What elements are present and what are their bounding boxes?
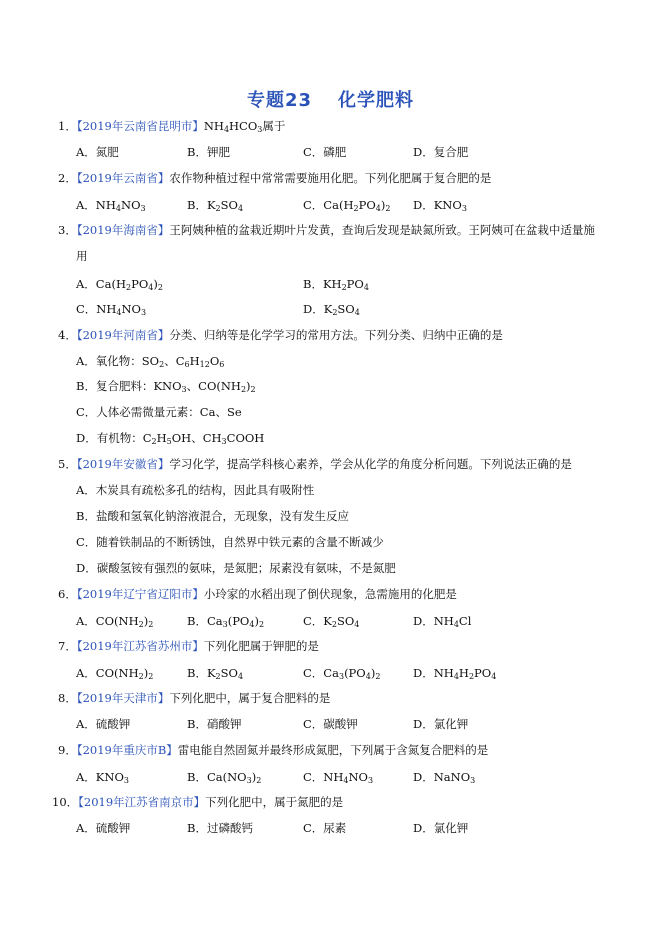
question-1 bbox=[58, 118, 285, 134]
question-stem: 下列化肥中，属于复合肥料的是 bbox=[169, 691, 331, 705]
question-stem: 雷电能自然固氮并最终形成氮肥，下列属于含氮复合肥料的是 bbox=[177, 743, 489, 757]
question-number: 6． bbox=[58, 587, 77, 601]
question-5 bbox=[58, 456, 572, 472]
option-B: B．$Ca_3(PO_4)_2$ bbox=[187, 614, 265, 629]
question-2 bbox=[58, 170, 491, 186]
option-A: A．氮肥 bbox=[76, 145, 119, 159]
page-title bbox=[0, 86, 661, 112]
question-4 bbox=[58, 327, 503, 343]
option-A: A．氧化物：$SO_2$、$C_6H_{12}O_6$ bbox=[76, 354, 225, 369]
question-stem-continued: 用 bbox=[76, 249, 88, 263]
question-number: 2． bbox=[58, 171, 77, 185]
option-B: B．$K_2SO_4$ bbox=[187, 666, 244, 681]
question-source: 【2019年江苏省苏州市】 bbox=[76, 639, 204, 653]
option-C: C．$NH_4NO_3$ bbox=[76, 302, 147, 317]
question-number: 10． bbox=[52, 795, 79, 809]
question-stem: 学习化学，提高学科核心素养，学会从化学的角度分析问题。下列说法正确的是 bbox=[169, 457, 572, 471]
question-stem: 小玲家的水稻出现了倒伏现象，急需施用的化肥是 bbox=[203, 587, 457, 601]
option-B: B．复合肥料：$KNO_3$、$CO(NH_2)_2$ bbox=[76, 379, 256, 394]
question-stem: 王阿姨种植的盆栽近期叶片发黄，查询后发现是缺氮所致。王阿姨可在盆栽中适量施 bbox=[169, 223, 595, 237]
option-C: C．$NH_4NO_3$ bbox=[303, 770, 374, 785]
option-C: C．尿素 bbox=[303, 821, 347, 835]
question-source: 【2019年安徽省】 bbox=[76, 457, 170, 471]
option-B: B．$K_2SO_4$ bbox=[187, 198, 244, 213]
question-10 bbox=[52, 794, 343, 810]
option-A: A．$KNO_3$ bbox=[76, 770, 129, 785]
option-D: D．复合肥 bbox=[413, 145, 469, 159]
title-name: 化学肥料 bbox=[338, 90, 415, 111]
option-D: D．氯化钾 bbox=[413, 821, 469, 835]
question-number: 8． bbox=[58, 691, 77, 705]
option-C: C．$Ca_3(PO_4)_2$ bbox=[303, 666, 381, 681]
option-D: D．有机物：$C_2H_5OH$、$CH_3COOH$ bbox=[76, 431, 265, 446]
option-A: A．$NH_4NO_3$ bbox=[76, 198, 146, 213]
option-D: D．氯化钾 bbox=[413, 717, 469, 731]
question-stem: 农作物种植过程中常常需要施用化肥。下列化肥属于复合肥的是 bbox=[169, 171, 492, 185]
question-6 bbox=[58, 586, 457, 602]
option-D: D．NaNO$_3$ bbox=[413, 770, 476, 785]
question-stem: 下列化肥属于钾肥的是 bbox=[203, 639, 319, 653]
option-D: D．$K_2SO_4$ bbox=[303, 302, 360, 317]
option-B: B．$KH_2PO_4$ bbox=[303, 277, 369, 292]
question-number: 3． bbox=[58, 223, 77, 237]
option-C: C．$Ca(H_2PO_4)_2$ bbox=[303, 198, 391, 213]
question-number: 7． bbox=[58, 639, 77, 653]
option-C: C．$K_2SO_4$ bbox=[303, 614, 360, 629]
option-A: A．硫酸钾 bbox=[76, 821, 131, 835]
option-B: B．硝酸钾 bbox=[187, 717, 242, 731]
question-stem: $NH_4HCO_3$属于 bbox=[203, 119, 286, 134]
option-B: B．盐酸和氢氧化钠溶液混合，无现象，没有发生反应 bbox=[76, 509, 349, 523]
option-C: C．磷肥 bbox=[303, 145, 347, 159]
option-B: B．钾肥 bbox=[187, 145, 230, 159]
question-source: 【2019年云南省】 bbox=[76, 171, 170, 185]
question-source: 【2019年云南省昆明市】 bbox=[76, 119, 204, 133]
option-C: C．人体必需微量元素：Ca、Se bbox=[76, 405, 242, 419]
question-source: 【2019年天津市】 bbox=[76, 691, 170, 705]
question-number: 9． bbox=[58, 743, 77, 757]
option-C: C．碳酸钾 bbox=[303, 717, 358, 731]
question-source: 【2019年辽宁省辽阳市】 bbox=[76, 587, 204, 601]
option-A: A．$Ca(H_2PO_4)_2$ bbox=[76, 277, 163, 292]
option-D: D．$NH_4H_2PO_4$ bbox=[413, 666, 497, 681]
option-D: D．$NH_4Cl$ bbox=[413, 614, 472, 629]
question-number: 5． bbox=[58, 457, 77, 471]
option-A: A．$CO(NH_2)_2$ bbox=[76, 666, 154, 681]
question-source: 【2019年重庆市B】 bbox=[76, 743, 178, 757]
question-source: 【2019年海南省】 bbox=[76, 223, 170, 237]
question-number: 4． bbox=[58, 328, 77, 342]
option-B: B．过磷酸钙 bbox=[187, 821, 253, 835]
question-7 bbox=[58, 638, 319, 654]
question-stem: 分类、归纳等是化学学习的常用方法。下列分类、归纳中正确的是 bbox=[169, 328, 503, 342]
option-D: D．$KNO_3$ bbox=[413, 198, 467, 213]
question-number: 1． bbox=[58, 119, 77, 133]
question-9 bbox=[58, 742, 488, 758]
option-A: A．硫酸钾 bbox=[76, 717, 131, 731]
question-3 bbox=[58, 222, 595, 238]
option-C: C．随着铁制品的不断锈蚀，自然界中铁元素的含量不断减少 bbox=[76, 535, 384, 549]
question-stem: 下列化肥中，属于氮肥的是 bbox=[205, 795, 344, 809]
option-D: D．碳酸氢铵有强烈的氨味，是氮肥；尿素没有氨味，不是氮肥 bbox=[76, 561, 396, 575]
question-source: 【2019年江苏省南京市】 bbox=[78, 795, 206, 809]
option-A: A．$CO(NH_2)_2$ bbox=[76, 614, 154, 629]
option-A: A．木炭具有疏松多孔的结构，因此具有吸附性 bbox=[76, 483, 315, 497]
option-B: B．$Ca(NO_3)_2$ bbox=[187, 770, 262, 785]
question-8 bbox=[58, 690, 330, 706]
question-source: 【2019年河南省】 bbox=[76, 328, 170, 342]
title-topic: 专题23 bbox=[246, 90, 313, 111]
